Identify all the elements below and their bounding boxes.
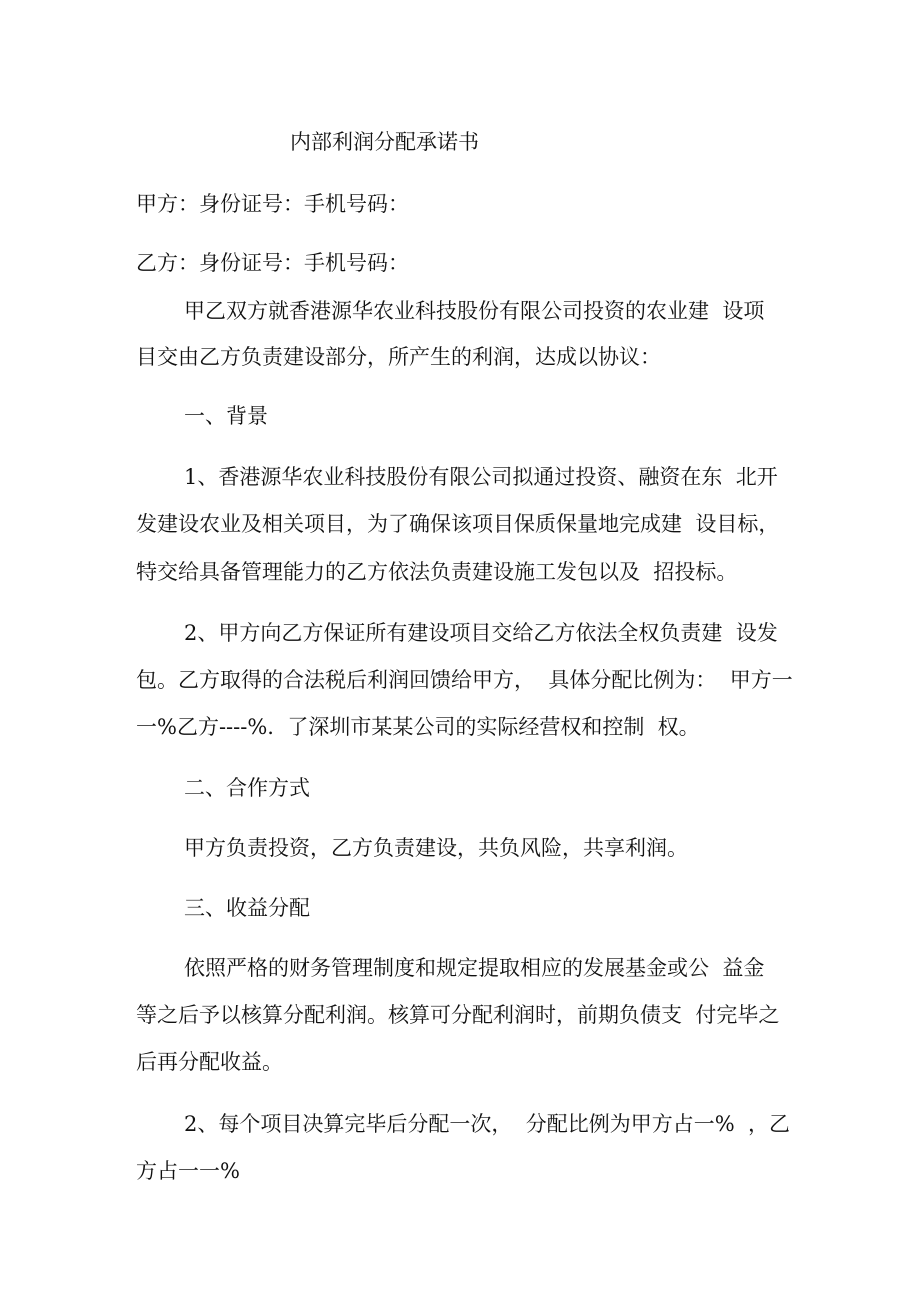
paragraph-line: 2、每个项目决算完毕后分配一次， 分配比例为甲方占一% ，乙 xyxy=(184,1112,791,1136)
paragraph-line: 甲方负责投资，乙方负责建设，共负风险，共享利润。 xyxy=(184,836,688,860)
paragraph-line: 方占一一% xyxy=(136,1159,240,1183)
paragraph-line: 2、甲方向乙方保证所有建设项目交给乙方依法全权负责建 设发 xyxy=(184,621,778,645)
paragraph-line: 依照严格的财务管理制度和规定提取相应的发展基金或公 益金 xyxy=(184,956,765,980)
party-a-line: 甲方：身份证号：手机号码： xyxy=(136,192,409,216)
paragraph-line: 包。乙方取得的合法税后利润回馈给甲方， 具体分配比例为： 甲方一 xyxy=(136,668,793,692)
paragraph-line: 等之后予以核算分配利润。核算可分配利润时，前期负债支 付完毕之 xyxy=(136,1003,780,1027)
section-heading-profit-distribution: 三、收益分配 xyxy=(184,896,310,920)
party-b-line: 乙方：身份证号：手机号码： xyxy=(136,251,409,275)
paragraph-line: 1、香港源华农业科技股份有限公司拟通过投资、融资在东 北开 xyxy=(184,465,778,489)
paragraph-line: 特交给具备管理能力的乙方依法负责建设施工发包以及 招投标。 xyxy=(136,560,738,584)
intro-line-1: 甲乙双方就香港源华农业科技股份有限公司投资的农业建 设项 xyxy=(184,299,765,323)
section-heading-background: 一、背景 xyxy=(184,404,268,428)
section-heading-cooperation: 二、合作方式 xyxy=(184,776,310,800)
document-title: 内部利润分配承诺书 xyxy=(290,130,479,154)
paragraph-line: 后再分配收益。 xyxy=(136,1050,283,1074)
paragraph-line: 发建设农业及相关项目，为了确保该项目保质保量地完成建 设目标， xyxy=(136,512,780,536)
paragraph-line: 一%乙方----%. 了深圳市某某公司的实际经营权和控制 权。 xyxy=(136,715,700,739)
intro-line-2: 目交由乙方负责建设部分，所产生的利润，达成以协议： xyxy=(136,345,661,369)
